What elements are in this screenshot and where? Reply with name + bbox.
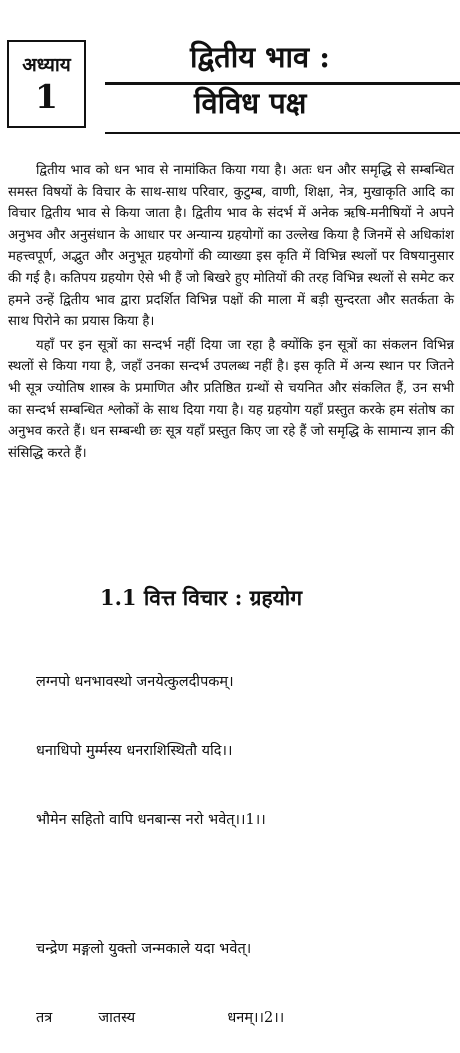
chapter-number-box [7,40,86,128]
verse-1-line-2: धनाधिपो मुर्म्मस्य धनराशिस्थितौ यदि।। [36,743,233,759]
verse-1-line-1: लग्नपो धनभावस्थो जनयेत्कुलदीपकम्। [36,674,234,690]
paragraph-1: द्वितीय भाव को धन भाव से नामांकित किया गया है। अतः धन और समृद्धि से सम्बन्धित समस्त विषयों के विचार के साथ-साथ परिवार, कुटुम्ब, वाणी, शिक्षा, नेत्र, मुखाकृति आदि का विचार द्वितीय भाव से किया जाता है। द्वितीय भाव के संदर्भ में अनेक ऋषि-मनीषियों ने अपने अनुभव और अनुसंधान के आधार पर अन्यान्य ग्रहयोगों का उल्लेख किया है जिनमें से अधिकांश महत्त्वपूर्ण, अद्भुत और अनुभूत ग्रहयोगों की व्याख्या इस कृति में विभिन्न स्थलों पर विषयानुसार की गई है। कतिपय ग्रहयोग ऐसे भी हैं जो बिखरे हुए मोतियों की तरह विभिन्न स्थलों से समेट कर हमने उन्हें द्वितीय भाव द्वारा प्रदर्शित विभिन्न पक्षों की माला में बड़ी सुन्दरता और सतर्कता के साथ पिरोने का प्रयास किया है। [8,163,454,330]
chapter-title-line-2: विविध पक्ष [194,86,307,120]
chapter-title [190,34,460,126]
chapter-title-line-1: द्वितीय भाव : [190,40,330,74]
header-rule-bottom [105,132,460,134]
verse-gap [36,878,456,892]
verse-2-line-2: तत्र जातस्य धनम्।।2।। [36,1010,285,1026]
section-heading: 1.1 वित्त विचार : ग्रहयोग [100,585,303,610]
chapter-header [0,0,460,140]
verse-block [36,625,456,1053]
chapter-label: अध्याय [22,54,71,76]
chapter-number: 1 [35,77,58,116]
body-text [8,160,454,464]
verse-1-line-3: भौमेन सहितो वापि धनबान्स नरो भवेत्।।1।। [36,812,266,828]
verse-2-line-1: चन्द्रेण मङ्गलो युक्तो जन्मकाले यदा भवेत्। [36,941,252,957]
paragraph-2: यहाँ पर इन सूत्रों का सन्दर्भ नहीं दिया जा रहा है क्योंकि इन सूत्रों का संकलन विभिन्न स्थलों से किया गया है, जहाँ उनका सन्दर्भ उपलब्ध नहीं है। इस कृति में अन्य स्थान पर जितने भी सूत्र ज्योतिष शास्त्र के प्रमाणित और प्रतिष्ठित ग्रन्थों से चयनित और संकलित हैं, उन सभी का सन्दर्भ सम्बन्धित श्लोकों के साथ दिया गया है। यह ग्रहयोग यहाँ प्रस्तुत करके हम संतोष का अनुभव करते हैं। धन सम्बन्धी छः सूत्र यहाँ प्रस्तुत किए जा रहे हैं जो समृद्धि के सामान्य ज्ञान की संसिद्धि करते हैं। [8,337,454,461]
